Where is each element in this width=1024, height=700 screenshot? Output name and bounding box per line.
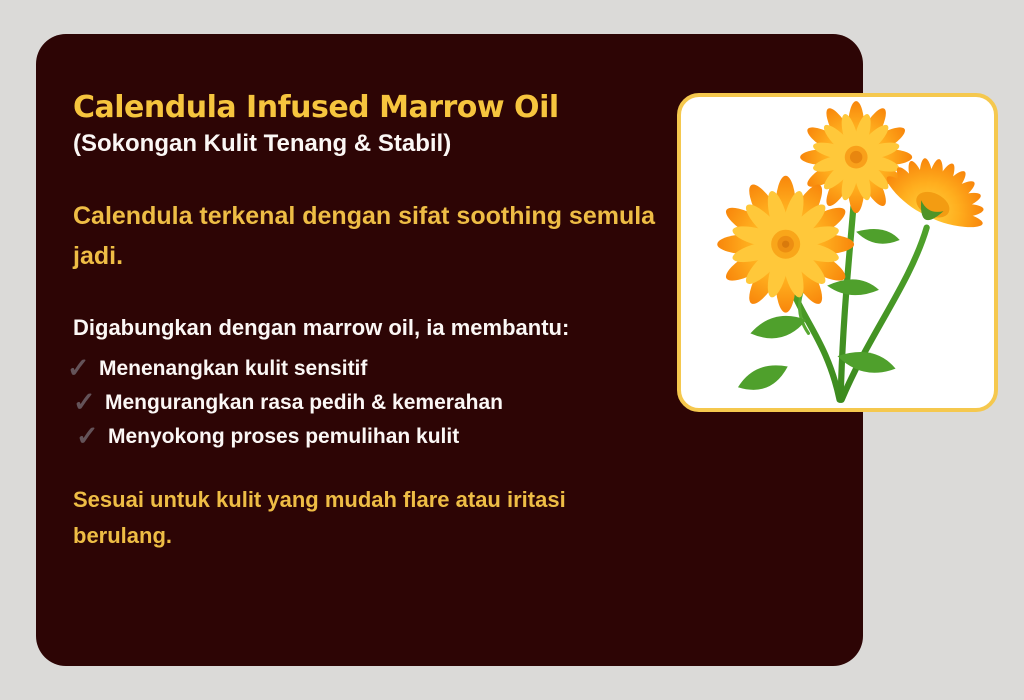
intro-text: Calendula terkenal dengan sifat soothing semula jadi. xyxy=(73,202,656,270)
page-subtitle: (Sokongan Kulit Tenang & Stabil) xyxy=(73,130,452,157)
flower-image-panel xyxy=(677,93,998,412)
calendula-flowers-image xyxy=(681,97,994,408)
check-icon: ✓ xyxy=(76,421,99,451)
check-icon: ✓ xyxy=(73,387,96,417)
benefit-label: Menyokong proses pemulihan kulit xyxy=(108,425,460,448)
check-icon: ✓ xyxy=(67,353,90,383)
footer-note: Sesuai untuk kulit yang mudah flare atau iritasi berulang. xyxy=(73,487,566,548)
benefits-heading: Digabungkan dengan marrow oil, ia membantu: xyxy=(73,315,570,340)
list-item xyxy=(76,420,863,454)
page-title: Calendula Infused Marrow Oil xyxy=(73,90,559,125)
benefit-label: Menenangkan kulit sensitif xyxy=(99,357,368,380)
benefit-label: Mengurangkan rasa pedih & kemerahan xyxy=(105,391,503,414)
